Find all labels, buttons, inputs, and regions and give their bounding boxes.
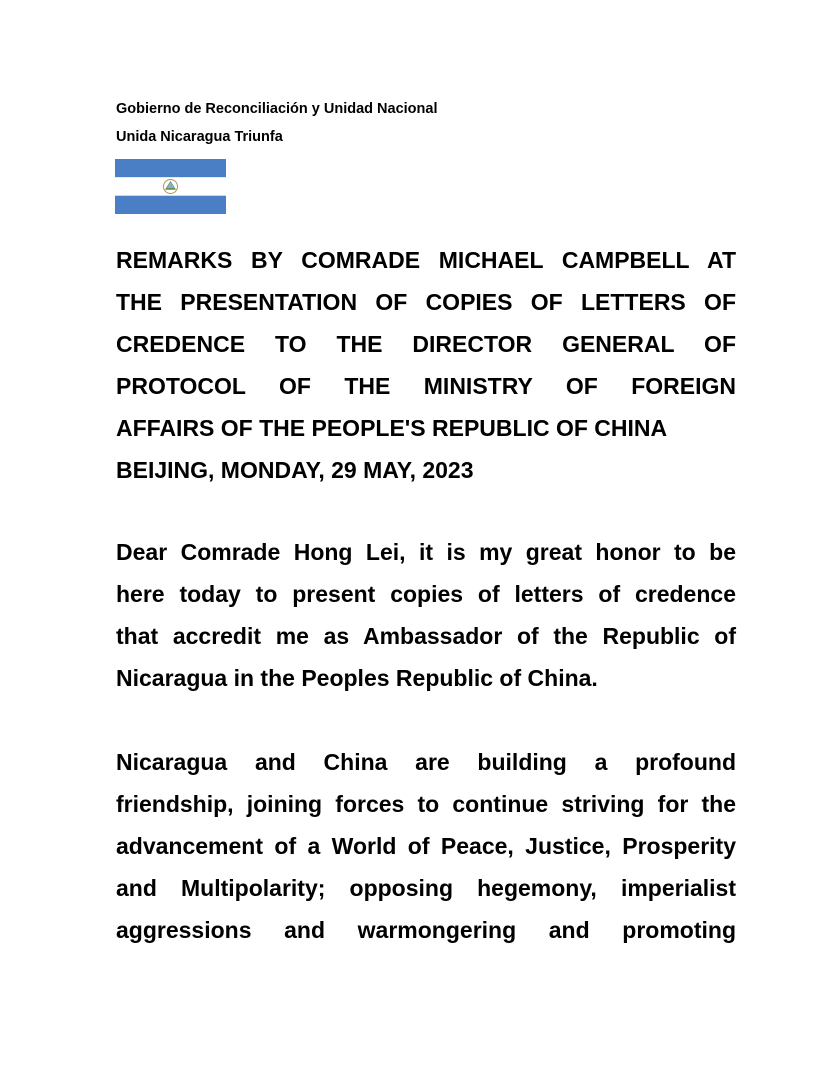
title-line: THE PRESENTATION OF COPIES OF LETTERS OF [116,289,736,315]
letterhead [116,95,736,151]
title-line: PROTOCOL OF THE MINISTRY OF FOREIGN [116,373,736,399]
paragraph-line: friendship, joining forces to continue striving for the [116,791,736,817]
paragraph-friendship [116,741,736,951]
title-line: AFFAIRS OF THE PEOPLE'S REPUBLIC OF CHINA [116,415,668,441]
document-title [116,239,736,491]
government-name: Gobierno de Reconciliación y Unidad Nacional [116,101,438,117]
paragraph-greeting [116,531,736,699]
title-line: REMARKS BY COMRADE MICHAEL CAMPBELL AT [116,247,736,273]
paragraph-line: aggressions and warmongering and promoting [116,917,736,943]
paragraph-line: advancement of a World of Peace, Justice, Prosperity [116,833,736,859]
title-dateline: BEIJING, MONDAY, 29 MAY, 2023 [116,457,474,483]
paragraph-line: and Multipolarity; opposing hegemony, imperialist [116,875,736,901]
paragraph-line: that accredit me as Ambassador of the Republic of [116,623,736,649]
title-line: CREDENCE TO THE DIRECTOR GENERAL OF [116,331,736,357]
paragraph-line: here today to present copies of letters of credence [116,581,736,607]
paragraph-line: Nicaragua and China are building a profound [116,749,736,775]
nicaragua-flag-icon [115,159,226,214]
paragraph-line: Nicaragua in the Peoples Republic of China. [116,665,598,691]
government-slogan: Unida Nicaragua Triunfa [116,129,283,145]
paragraph-line: Dear Comrade Hong Lei, it is my great honor to be [116,539,736,565]
